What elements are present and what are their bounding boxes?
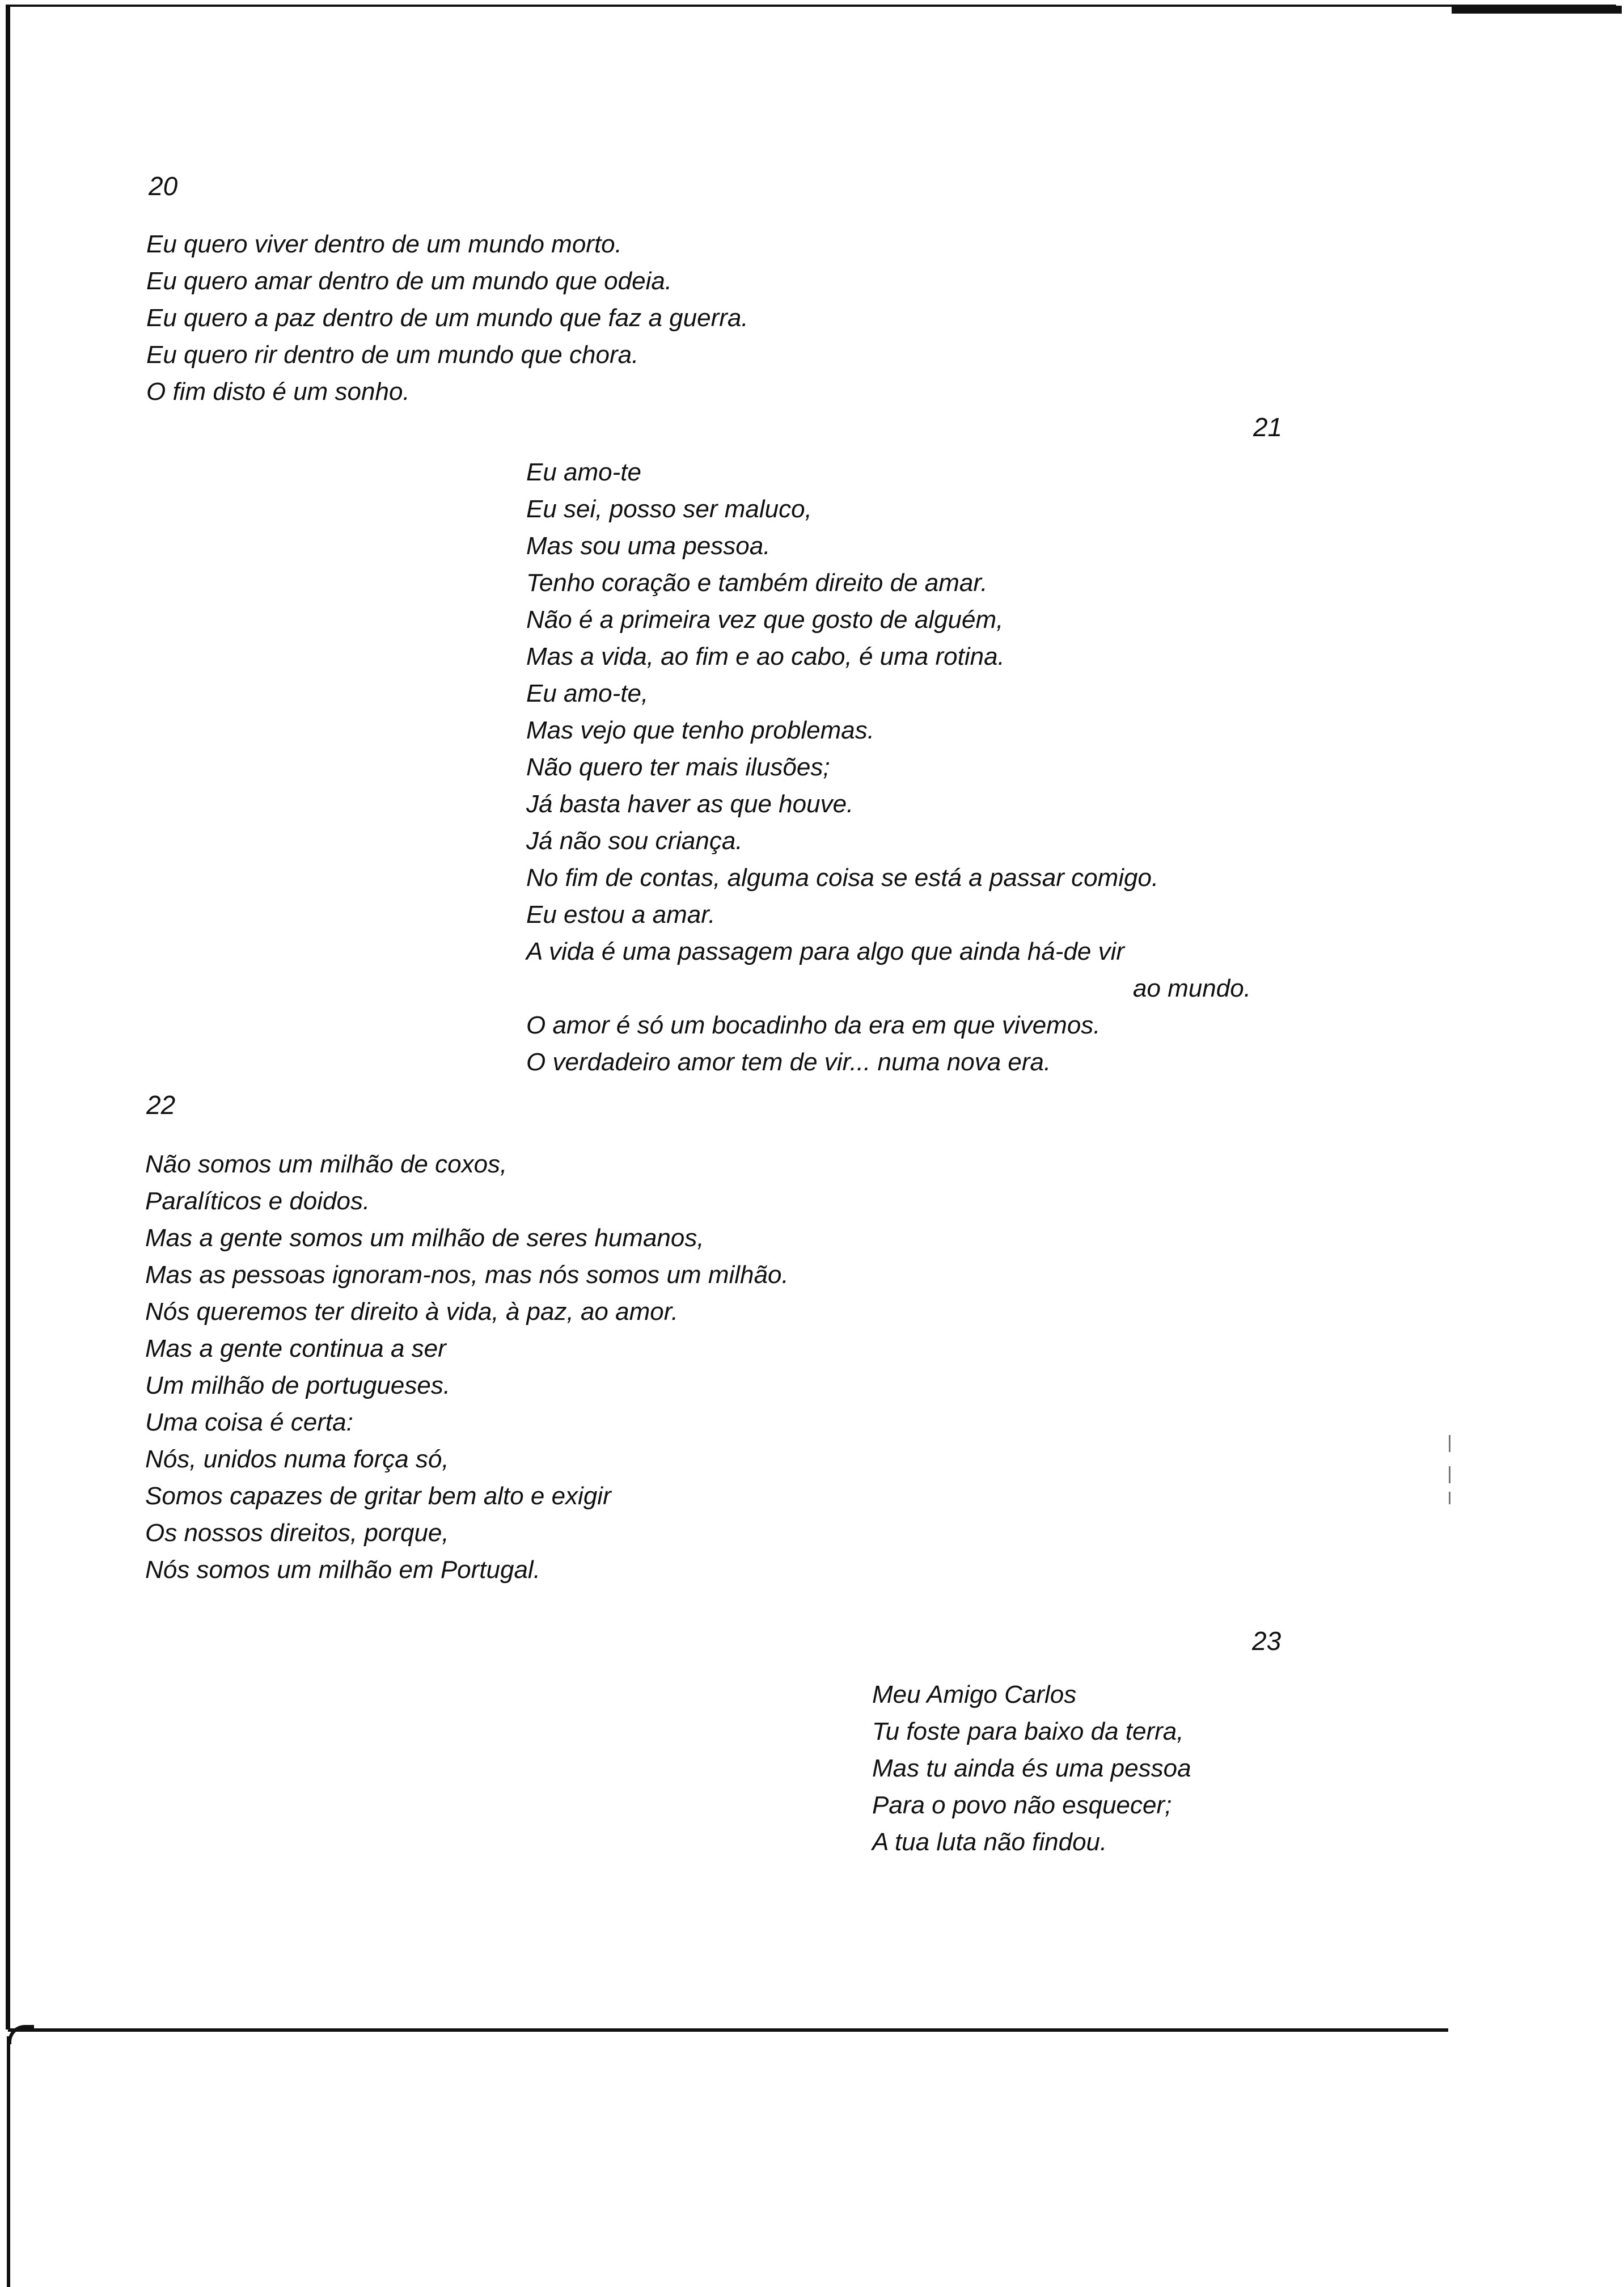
top-border-mark xyxy=(1452,6,1622,14)
poem-line: Eu quero rir dentro de um mundo que chora. xyxy=(146,341,639,369)
top-border-line xyxy=(8,5,1616,7)
poem-23 xyxy=(872,1676,1191,1860)
poem-line: Não é a primeira vez que gosto de alguém, xyxy=(526,606,1004,634)
poem-line: Eu quero viver dentro de um mundo morto. xyxy=(146,230,622,258)
poem-line: Não quero ter mais ilusões; xyxy=(526,753,830,781)
poem-line-continuation: ao mundo. xyxy=(1133,974,1251,1002)
poem-line: Os nossos direitos, porque, xyxy=(145,1519,449,1547)
poem-line: Nós queremos ter direito à vida, à paz, ao amor. xyxy=(145,1298,678,1326)
poem-number: 23 xyxy=(1252,1626,1282,1656)
poem-line: Nós somos um milhão em Portugal. xyxy=(145,1556,540,1584)
poem-line: Mas a gente continua a ser xyxy=(145,1335,446,1362)
poem-line: Mas vejo que tenho problemas. xyxy=(526,716,874,744)
poem-line: Eu amo-te, xyxy=(526,680,649,707)
poem-line: Eu sei, posso ser maluco, xyxy=(526,495,812,523)
poem-number: 21 xyxy=(1253,412,1283,442)
poem-number: 22 xyxy=(146,1090,176,1120)
poem-line: Eu quero amar dentro de um mundo que odeia. xyxy=(146,267,673,295)
poem-line: No fim de contas, alguma coisa se está a passar comigo. xyxy=(526,864,1159,892)
poem-line: Tenho coração e também direito de amar. xyxy=(526,569,988,597)
poem-line: Para o povo não esquecer; xyxy=(872,1791,1172,1819)
poem-line: Já basta haver as que houve. xyxy=(526,790,854,818)
poem-20 xyxy=(146,226,748,410)
poem-line: Eu quero a paz dentro de um mundo que faz a guerra. xyxy=(146,304,748,332)
bottom-border-line xyxy=(8,2028,1448,2032)
poem-line: Mas a gente somos um milhão de seres humanos, xyxy=(145,1224,704,1252)
scan-speck xyxy=(1449,1466,1450,1483)
scan-speck xyxy=(1449,1435,1450,1452)
left-border-line xyxy=(6,5,10,2029)
poem-line: Eu amo-te xyxy=(526,458,641,486)
poem-line: Não somos um milhão de coxos, xyxy=(145,1150,508,1178)
poem-line: Eu estou a amar. xyxy=(526,901,716,929)
poem-line: Mas a vida, ao fim e ao cabo, é uma rotina. xyxy=(526,643,1005,670)
poem-line: Paralíticos e doidos. xyxy=(145,1187,370,1215)
poem-line: O amor é só um bocadinho da era em que vivemos. xyxy=(526,1011,1101,1039)
poem-line: Mas as pessoas ignoram-nos, mas nós somos um milhão. xyxy=(145,1261,789,1289)
poem-line: Tu foste para baixo da terra, xyxy=(872,1718,1184,1745)
poem-line: Mas tu ainda és uma pessoa xyxy=(872,1754,1191,1782)
poem-line: O fim disto é um sonho. xyxy=(146,378,410,406)
poem-line: Nós, unidos numa força só, xyxy=(145,1445,449,1473)
poem-22 xyxy=(145,1146,789,1588)
scan-speck xyxy=(1449,1492,1450,1504)
poem-number: 20 xyxy=(149,171,178,201)
left-border-line-lower xyxy=(7,2036,10,2287)
poem-line: Somos capazes de gritar bem alto e exigir xyxy=(145,1482,611,1510)
poem-line: Já não sou criança. xyxy=(526,827,743,855)
poem-line: Mas sou uma pessoa. xyxy=(526,532,771,560)
poem-21 xyxy=(526,454,1251,1081)
poem-line: Meu Amigo Carlos xyxy=(872,1681,1077,1708)
poem-line: A vida é uma passagem para algo que ainda há-de vir xyxy=(526,938,1125,965)
poem-line: A tua luta não findou. xyxy=(872,1828,1107,1856)
poem-line: Uma coisa é certa: xyxy=(145,1408,353,1436)
poem-line: O verdadeiro amor tem de vir... numa nova era. xyxy=(526,1048,1051,1076)
poem-line: Um milhão de portugueses. xyxy=(145,1372,451,1399)
